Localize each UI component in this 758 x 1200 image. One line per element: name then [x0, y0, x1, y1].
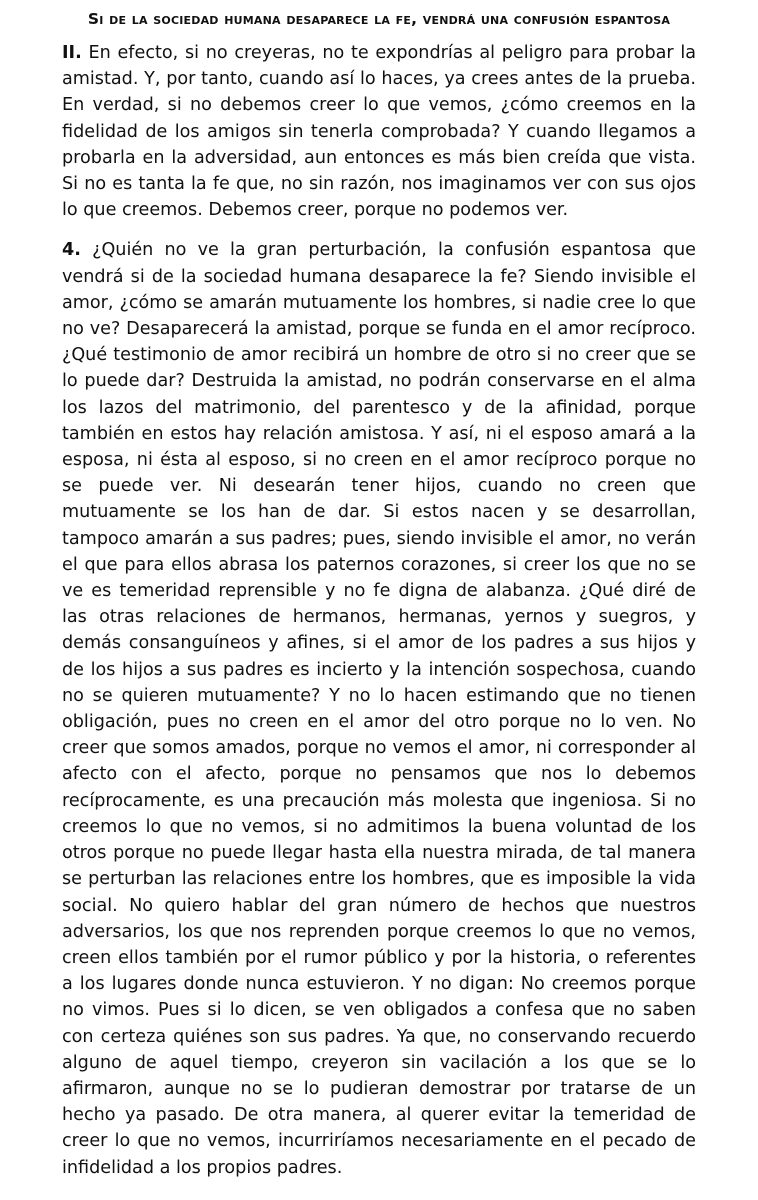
paragraph-text: ¿Quién no ve la gran perturbación, la confusión espantosa que vendrá si de la sociedad humana desaparece la fe? Siendo invisible el amor, ¿cómo se amarán mutuamente los hombres, si nadie cree lo que no ve? Desaparecerá la amistad, porque se funda en el amor recíproco. ¿Qué testimonio de amor recibirá un hombre de otro si no creer que se lo puede dar? Destruida la amistad, no podrán conservarse en el alma los lazos del matrimonio, del parentesco y de la afinidad, porque también en estos hay relación amistosa. Y así, ni el esposo amará a la esposa, ni ésta al esposo, si no creen en el amor recíproco porque no se puede ver. Ni desearán tener hijos, cuando no creen que mutuamente se los han de dar. Si estos nacen y se desarrollan, tampoco amarán a sus padres; pues, siendo invisible el amor, no verán el que para ellos abrasa los paternos corazones, si creer los que no se ve es temeridad reprensible y no fe digna de alabanza. ¿Qué diré de las otras relaciones de hermanos, hermanas, yernos y suegros, y demás consanguíneos y afines, si el amor de los padres a sus hijos y de los hijos a sus padres es incierto y la intención sospechosa, cuando no se quieren mutuamente? Y no lo hacen estimando que no tienen obligación, pues no creen en el amor del otro porque no lo ven. No creer que somos amados, porque no vemos el amor, ni corresponder al afecto con el afecto, porque no pensamos que nos lo debemos recíprocamente, es una precaución más molesta que ingeniosa. Si no creemos lo que no vemos, si no admitimos la buena voluntad de los otros porque no puede llegar hasta ella nuestra mirada, de tal manera se perturban las relaciones entre los hombres, que es imposible la vida social. No quiero hablar del gran número de hechos que nuestros adversarios, los que nos reprenden porque creemos lo que no vemos, creen ellos también por el rumor público y por la historia, o referentes a los lugares donde nunca estuvieron. Y no digan: No creemos porque no vimos. Pues si lo dicen, se ven obligados a confesa que no saben con certeza quiénes son sus padres. Ya que, no conservando recuerdo alguno de aquel tiempo, creyeron sin vacilación a los que se lo afirmaron, aunque no se lo pudieran demostrar por tratarse de un hecho ya pasado. De otra manera, al querer evitar la temeridad de creer lo que no vemos, incurriríamos necesariamente en el pecado de infidelidad a los propios padres. [62, 240, 696, 1178]
paragraph-4 [62, 237, 696, 1180]
paragraph-text: En efecto, si no creyeras, no te expondrías al peligro para probar la amistad. Y, por tanto, cuando así lo haces, ya crees antes de la prueba. En verdad, si no debemos creer lo que vemos, ¿cómo creemos en la fidelidad de los amigos sin tenerla comprobada? Y cuando llegamos a probarla en la adversidad, aun entonces es más bien creída que vista. Si no es tanta la fe que, no sin razón, nos imaginamos ver con sus ojos lo que creemos. Debemos creer, porque no podemos ver. [62, 43, 697, 221]
paragraph-ii [62, 40, 696, 223]
section-heading: Si de la sociedad humana desaparece la fe, vendrá una confusión espantosa [87, 10, 671, 28]
paragraph-number: II. [62, 43, 82, 63]
paragraph-number: 4. [62, 240, 81, 261]
